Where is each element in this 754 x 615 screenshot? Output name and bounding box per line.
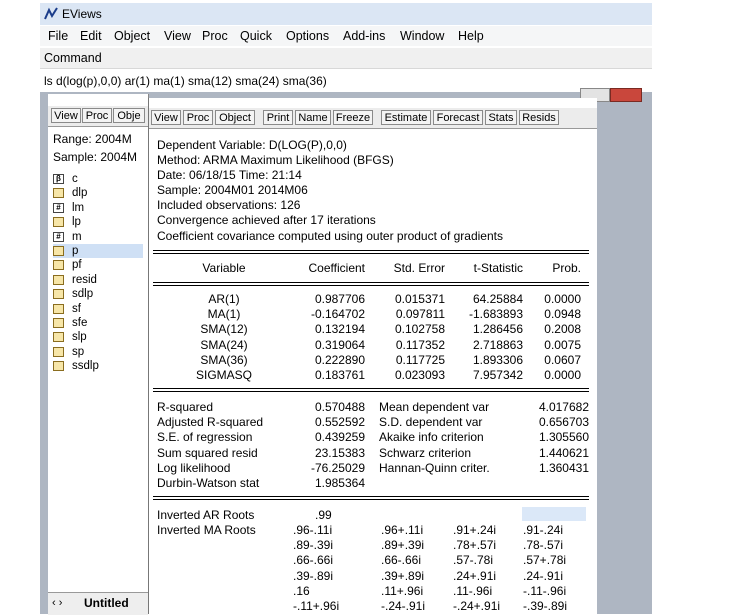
ma-root-cell: -.24+.91i bbox=[453, 599, 501, 613]
value-cell: 0.102758 bbox=[394, 322, 445, 337]
object-item[interactable] bbox=[53, 244, 143, 258]
series-icon bbox=[53, 217, 64, 227]
ma-root-cell: -.24-.91i bbox=[381, 599, 426, 613]
menu-proc[interactable]: Proc bbox=[202, 29, 228, 43]
object-name: m bbox=[72, 230, 82, 243]
col-std-error: Std. Error bbox=[393, 261, 445, 275]
object-name: p bbox=[72, 245, 79, 257]
menu-help[interactable]: Help bbox=[458, 29, 484, 43]
table-rule-top bbox=[153, 250, 589, 254]
stat-label: S.D. dependent var bbox=[379, 415, 483, 430]
object-name: sfe bbox=[72, 317, 88, 329]
variable-cell: SMA(24) bbox=[200, 337, 248, 352]
stat-value: 23.15383 bbox=[314, 445, 365, 460]
series-icon bbox=[53, 332, 64, 342]
object-name: ssdlp bbox=[72, 360, 99, 373]
eq-icon: # bbox=[53, 203, 64, 213]
eq-freeze-button[interactable]: Freeze bbox=[333, 110, 373, 125]
series-icon bbox=[53, 289, 64, 299]
value-cell: 64.25884 bbox=[472, 292, 523, 306]
value-cell: 0.0948 bbox=[544, 307, 581, 322]
value-cell: 1.893306 bbox=[472, 352, 523, 367]
stat-value: 0.439259 bbox=[314, 430, 365, 445]
ma-root-cell: .16 bbox=[293, 583, 310, 598]
variable-cell: AR(1) bbox=[208, 292, 240, 306]
value-cell: 0.132194 bbox=[314, 322, 365, 337]
ma-root-cell: .78-.57i bbox=[523, 538, 564, 553]
value-cell: 0.0607 bbox=[544, 352, 581, 367]
close-button[interactable] bbox=[610, 88, 642, 102]
stat-label: R-squared bbox=[157, 400, 214, 414]
object-item[interactable] bbox=[53, 186, 87, 200]
series-icon bbox=[53, 260, 64, 270]
object-item[interactable] bbox=[53, 330, 87, 344]
object-name: pf bbox=[72, 259, 82, 272]
command-input[interactable] bbox=[40, 70, 652, 92]
covariance-line: Coefficient covariance computed using outer product of gradients bbox=[157, 229, 503, 243]
object-item[interactable] bbox=[53, 215, 81, 229]
stat-label: Log likelihood bbox=[157, 460, 231, 475]
selected-cell[interactable] bbox=[522, 507, 586, 521]
workfile-tabs bbox=[48, 592, 148, 615]
object-name: sf bbox=[72, 302, 81, 315]
table-rule-roots bbox=[153, 496, 589, 500]
date-line: Date: 06/18/15 Time: 21:14 bbox=[157, 168, 302, 182]
series-icon bbox=[53, 188, 64, 198]
observations-line: Included observations: 126 bbox=[157, 198, 301, 212]
stat-value: 0.552592 bbox=[314, 415, 365, 430]
stat-value: 1.305560 bbox=[538, 430, 589, 445]
value-cell: 0.2008 bbox=[544, 322, 581, 337]
eq-forecast-button[interactable]: Forecast bbox=[433, 110, 483, 125]
stat-value: 1.440621 bbox=[538, 445, 589, 460]
ma-root-cell: .91-.24i bbox=[523, 523, 564, 537]
object-item[interactable] bbox=[53, 230, 82, 244]
series-icon bbox=[53, 347, 64, 357]
object-name: sdlp bbox=[72, 288, 94, 301]
series-icon bbox=[53, 275, 64, 285]
wf-proc-button[interactable]: Proc bbox=[82, 108, 112, 123]
stat-value: 4.017682 bbox=[538, 400, 589, 414]
ma-roots-label: Inverted MA Roots bbox=[157, 523, 256, 537]
dependent-variable: Dependent Variable: D(LOG(P),0,0) bbox=[157, 138, 347, 152]
ma-root-cell: .96-.11i bbox=[293, 523, 333, 537]
workfile-toolbar bbox=[48, 106, 148, 127]
eviews-logo-icon bbox=[44, 7, 58, 21]
series-icon bbox=[53, 318, 64, 328]
col-variable: Variable bbox=[202, 261, 246, 275]
eq-estimate-button[interactable]: Estimate bbox=[381, 110, 431, 125]
eq-resids-button[interactable]: Resids bbox=[519, 110, 559, 125]
eq-view-button[interactable]: View bbox=[151, 110, 181, 125]
object-item[interactable] bbox=[53, 287, 93, 301]
coef-icon: β bbox=[53, 174, 64, 184]
wf-object-button[interactable]: Obje bbox=[113, 108, 145, 123]
object-name: resid bbox=[72, 273, 97, 286]
ma-root-cell: .39+.89i bbox=[381, 568, 425, 583]
sample-line: Sample: 2004M01 2014M06 bbox=[157, 183, 308, 197]
value-cell: 0.987706 bbox=[314, 292, 365, 306]
value-cell: 0.183761 bbox=[314, 368, 365, 382]
stat-value: 0.656703 bbox=[538, 415, 589, 430]
value-cell: 0.319064 bbox=[314, 337, 365, 352]
stat-label: Durbin-Watson stat bbox=[157, 476, 260, 490]
object-item[interactable] bbox=[53, 345, 84, 359]
eq-object-button[interactable]: Object bbox=[215, 110, 255, 125]
app-title: EViews bbox=[62, 7, 102, 21]
ma-root-cell: .11+.96i bbox=[381, 583, 424, 598]
value-cell: 0.117352 bbox=[395, 337, 445, 352]
object-item[interactable] bbox=[53, 316, 87, 330]
variable-cell: SMA(36) bbox=[200, 352, 248, 367]
ar-roots-value: .99 bbox=[315, 508, 332, 522]
method-line: Method: ARMA Maximum Likelihood (BFGS) bbox=[157, 153, 394, 167]
ma-root-cell: .24-.91i bbox=[523, 568, 564, 583]
col-prob: Prob. bbox=[552, 261, 581, 275]
convergence-line: Convergence achieved after 17 iterations bbox=[157, 213, 376, 227]
object-name: c bbox=[72, 173, 78, 185]
ar-roots-label: Inverted AR Roots bbox=[157, 508, 255, 522]
ma-root-cell: .66-.66i bbox=[293, 553, 334, 568]
ma-root-cell: .39-.89i bbox=[293, 568, 334, 583]
menu-window[interactable]: Window bbox=[400, 29, 445, 43]
stat-value: 0.570488 bbox=[314, 400, 365, 414]
object-name: slp bbox=[72, 331, 87, 344]
ma-root-cell: .57-.78i bbox=[453, 553, 494, 568]
object-name: lm bbox=[72, 201, 85, 214]
object-item[interactable] bbox=[53, 359, 99, 373]
object-name: sp bbox=[72, 345, 85, 358]
ma-root-cell: .24+.91i bbox=[453, 568, 497, 583]
stat-label: Akaike info criterion bbox=[379, 430, 484, 445]
equation-toolbar bbox=[149, 108, 597, 129]
ma-root-cell: .78+.57i bbox=[453, 538, 497, 553]
menu-options[interactable]: Options bbox=[286, 29, 330, 43]
eq-icon: # bbox=[53, 232, 64, 242]
stat-value: 1.360431 bbox=[538, 460, 589, 475]
value-cell: 7.957342 bbox=[472, 368, 523, 382]
col-t-statistic: t-Statistic bbox=[473, 261, 523, 275]
wf-view-button[interactable]: View bbox=[51, 108, 81, 123]
series-icon bbox=[53, 304, 64, 314]
value-cell: -1.683893 bbox=[468, 307, 523, 322]
ma-root-cell: .96+.11i bbox=[381, 523, 424, 537]
ma-root-cell: -.11-.96i bbox=[523, 583, 567, 598]
object-item[interactable] bbox=[53, 172, 78, 186]
value-cell: 0.0000 bbox=[544, 292, 581, 306]
tab-untitled[interactable]: Untitled bbox=[84, 596, 129, 610]
stat-label: Hannan-Quinn criter. bbox=[379, 460, 490, 475]
stat-label: Mean dependent var bbox=[379, 400, 490, 414]
value-cell: 2.718863 bbox=[472, 337, 523, 352]
ma-root-cell: .89-.39i bbox=[293, 538, 334, 553]
eq-proc-button[interactable]: Proc bbox=[183, 110, 213, 125]
command-label: Command bbox=[44, 51, 102, 65]
menu-object[interactable]: Object bbox=[114, 29, 151, 43]
value-cell: 0.015371 bbox=[394, 292, 445, 306]
stat-label: Sum squared resid bbox=[157, 445, 258, 460]
ma-root-cell: .89+.39i bbox=[381, 538, 425, 553]
eq-name-button[interactable]: Name bbox=[295, 110, 331, 125]
ma-root-cell: .91+.24i bbox=[453, 523, 497, 537]
table-rule-stats bbox=[153, 388, 589, 392]
object-item[interactable] bbox=[53, 273, 97, 287]
series-icon bbox=[53, 361, 64, 371]
workfile-sample[interactable]: Sample: 2004M bbox=[53, 150, 138, 164]
stat-label: Adjusted R-squared bbox=[157, 415, 264, 430]
series-icon bbox=[53, 246, 64, 256]
eq-stats-button[interactable]: Stats bbox=[485, 110, 517, 125]
command-label-bar bbox=[40, 48, 652, 69]
ma-root-cell: -.11+.96i bbox=[293, 599, 340, 613]
command-text: ls d(log(p),0,0) ar(1) ma(1) sma(12) sma(24) sma(36) bbox=[44, 74, 327, 88]
stat-label: Schwarz criterion bbox=[379, 445, 472, 460]
object-item[interactable] bbox=[53, 258, 82, 272]
tab-scroll-icon[interactable]: ‹ › bbox=[52, 597, 63, 609]
menu-file[interactable]: File bbox=[48, 29, 69, 43]
value-cell: 0.023093 bbox=[394, 368, 445, 382]
value-cell: 0.0075 bbox=[544, 337, 581, 352]
ma-root-cell: .11-.96i bbox=[453, 583, 493, 598]
object-name: lp bbox=[72, 216, 81, 229]
eq-print-button[interactable]: Print bbox=[263, 110, 293, 125]
object-item[interactable] bbox=[53, 201, 84, 215]
workfile-range: Range: 2004M bbox=[53, 132, 132, 146]
stat-label: S.E. of regression bbox=[157, 430, 253, 445]
value-cell: -0.164702 bbox=[310, 307, 365, 322]
ma-root-cell: .57+.78i bbox=[523, 553, 567, 568]
menu-bar bbox=[40, 26, 652, 46]
menu-quick[interactable]: Quick bbox=[240, 29, 272, 43]
desktop-background bbox=[652, 0, 754, 614]
stat-value: 1.985364 bbox=[314, 476, 365, 490]
menu-view[interactable]: View bbox=[164, 29, 191, 43]
value-cell: 0.117725 bbox=[395, 352, 445, 367]
ma-root-cell: .66-.66i bbox=[381, 553, 422, 568]
workfile-window bbox=[48, 94, 149, 614]
table-rule-header bbox=[153, 282, 589, 286]
menu-addins[interactable]: Add-ins bbox=[343, 29, 386, 43]
value-cell: 1.286456 bbox=[472, 322, 523, 337]
menu-edit[interactable]: Edit bbox=[80, 29, 102, 43]
value-cell: 0.097811 bbox=[395, 307, 445, 322]
title-bar bbox=[40, 3, 652, 25]
equation-window bbox=[148, 98, 597, 614]
value-cell: 0.222890 bbox=[314, 352, 365, 367]
col-coefficient: Coefficient bbox=[308, 261, 365, 275]
variable-cell: SMA(12) bbox=[200, 322, 248, 337]
variable-cell: SIGMASQ bbox=[195, 368, 252, 382]
value-cell: 0.0000 bbox=[544, 368, 581, 382]
variable-cell: MA(1) bbox=[207, 307, 241, 322]
object-name: dlp bbox=[72, 187, 88, 200]
stat-value: -76.25029 bbox=[310, 460, 365, 475]
object-item[interactable] bbox=[53, 302, 81, 316]
ma-root-cell: -.39-.89i bbox=[523, 599, 568, 613]
